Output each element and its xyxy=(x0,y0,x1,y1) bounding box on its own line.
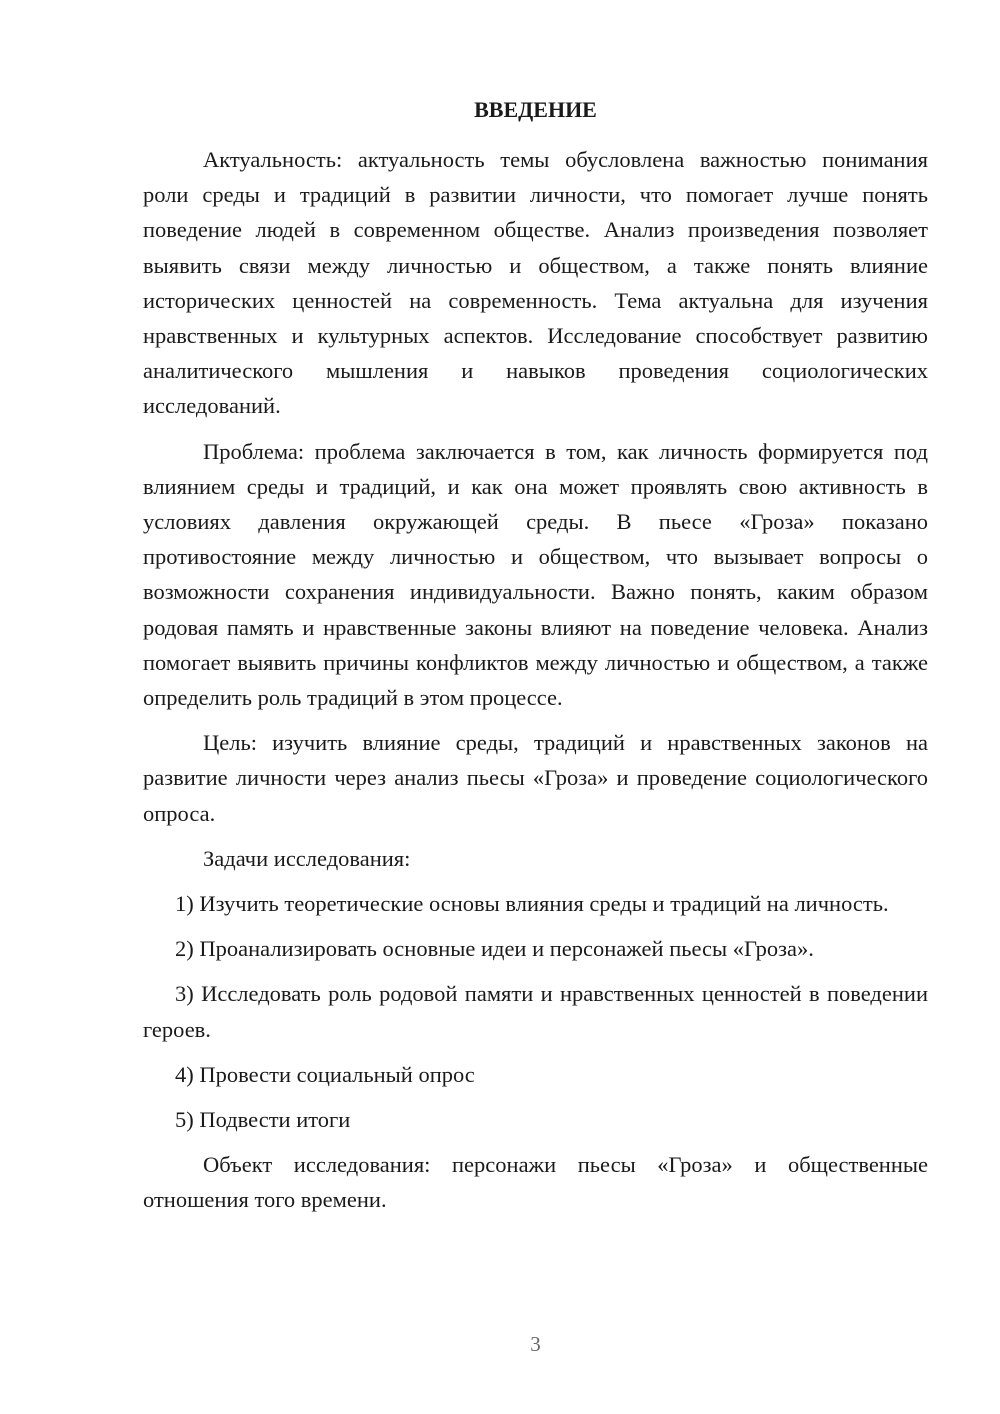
task-item-5: 5) Подвести итоги xyxy=(175,1107,351,1133)
object-paragraph: Объект исследования: персонажи пьесы «Гроза» и общественные отношения того времени. xyxy=(143,1152,928,1213)
task-item-1: 1) Изучить теоретические основы влияния среды и традиций на личность. xyxy=(175,891,889,917)
relevance-paragraph: Актуальность: актуальность темы обусловлена важностью понимания роли среды и традиций в развитии личности, что помогает лучше понять поведение людей в современном обществе. Анализ произведения позволяет выявить связи между личностью и обществом, а также понять влияние исторических ценностей на современность. Тема актуальна для изучения нравственных и культурных аспектов. Исследование способствует развитию аналитического мышления и навыков проведения социологических исследований. xyxy=(143,147,928,419)
goal-paragraph: Цель: изучить влияние среды, традиций и нравственных законов на развитие личности через анализ пьесы «Гроза» и проведение социологического опроса. xyxy=(143,730,928,826)
task-item-4: 4) Провести социальный опрос xyxy=(175,1061,475,1087)
page-number: 3 xyxy=(530,1332,541,1356)
section-title: ВВЕДЕНИЕ xyxy=(474,97,597,122)
problem-paragraph: Проблема: проблема заключается в том, как личность формируется под влиянием среды и традиций, и как она может проявлять свою активность в условиях давления окружающей среды. В пьесе «Гроза» показано противостояние между личностью и обществом, что вызывает вопросы о возможности сохранения индивидуальности. Важно понять, каким образом родовая память и нравственные законы влияют на поведение человека. Анализ помогает выявить причины конфликтов между личностью и обществом, а также определить роль традиций в этом процессе. xyxy=(143,438,928,711)
body-text xyxy=(143,142,928,1228)
task-item-2: 2) Проанализировать основные идеи и персонажей пьесы «Гроза». xyxy=(175,936,814,962)
task-item-3: 3) Исследовать роль родовой памяти и нравственных ценностей в поведении героев. xyxy=(143,981,928,1042)
tasks-heading: Задачи исследования: xyxy=(203,845,411,871)
